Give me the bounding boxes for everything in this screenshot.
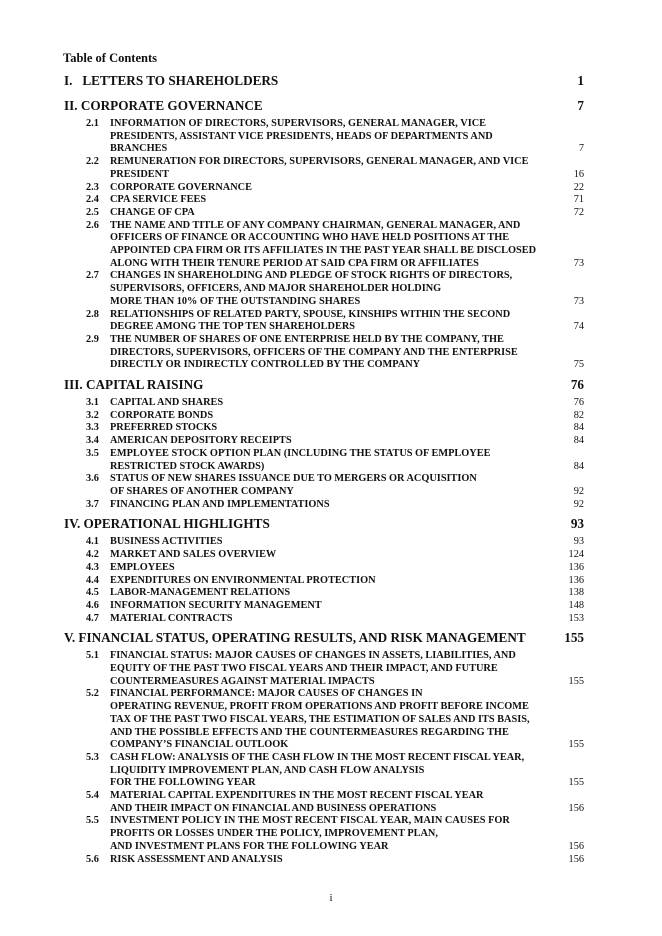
toc-entry[interactable] [64,397,584,410]
entry-title-line: AND INVESTMENT PLANS FOR THE FOLLOWING YEAR [110,840,389,852]
entry-title [110,448,548,473]
toc-entry[interactable] [64,688,584,752]
entry-title [110,309,548,334]
entry-page-number: 84 [573,422,584,434]
toc-entry[interactable] [64,182,584,195]
entry-number: 5.2 [86,688,99,700]
toc-entry[interactable] [64,435,584,448]
entry-title-line: SUPERVISORS, OFFICERS, AND MAJOR SHAREHOLDER HOLDING [110,283,442,295]
entry-title-line: LABOR-MANAGEMENT RELATIONS [110,587,291,599]
toc-entry[interactable] [64,156,584,181]
entry-title-line: CAPITAL AND SHARES [110,397,224,409]
entry-title-line: EMPLOYEE STOCK OPTION PLAN (INCLUDING THE STATUS OF EMPLOYEE [110,447,491,459]
entry-title-line: COUNTERMEASURES AGAINST MATERIAL IMPACTS [110,675,375,687]
entry-page-number: 72 [573,206,584,218]
entry-title-line: EXPENDITURES ON ENVIRONMENTAL PROTECTION [110,574,376,586]
entry-page-number: 74 [573,321,584,333]
entry-page-number: 138 [568,587,584,599]
entry-title [110,473,548,498]
entry-title-line: CPA SERVICE FEES [110,194,207,206]
entry-title-line: AMERICAN DEPOSITORY RECEIPTS [110,435,292,447]
entry-page-number: 148 [568,599,584,611]
toc-entry[interactable] [64,309,584,334]
entry-title-line: INVESTMENT POLICY IN THE MOST RECENT FISCAL YEAR, MAIN CAUSES FOR [110,815,510,827]
toc-entry[interactable] [64,600,584,613]
entry-title-line: FINANCIAL PERFORMANCE: MAJOR CAUSES OF CHANGES IN [110,688,423,700]
entry-number: 2.8 [86,308,99,320]
section-heading[interactable] [64,97,584,114]
entry-title-line: CHANGES IN SHAREHOLDING AND PLEDGE OF STOCK RIGHTS OF DIRECTORS, [110,270,513,282]
entry-title [110,613,548,626]
entry-title-line: OF SHARES OF ANOTHER COMPANY [110,485,294,497]
entry-number: 2.6 [86,219,99,231]
entry-number: 5.1 [86,650,99,662]
entry-page-number: 92 [573,485,584,497]
toc-section [64,97,584,376]
toc-entry[interactable] [64,549,584,562]
section-title: II. CORPORATE GOVERNANCE [64,98,263,113]
entry-number: 5.6 [86,853,99,865]
entry-title [110,422,548,435]
entry-title-line: APPOINTED CPA FIRM OR ITS AFFILIATES IN THE PAST YEAR SHALL BE DISCLOSED [110,245,537,257]
entry-title-line: STATUS OF NEW SHARES ISSUANCE DUE TO MERGERS OR ACQUISITION [110,473,477,485]
entry-title-line: EMPLOYEES [110,561,175,573]
toc-entry[interactable] [64,790,584,815]
entry-page-number: 153 [568,612,584,624]
entry-title-line: DIRECTORS, SUPERVISORS, OFFICERS OF THE COMPANY AND THE ENTERPRISE [110,346,518,358]
toc-entry[interactable] [64,220,584,271]
entry-title-line: THE NAME AND TITLE OF ANY COMPANY CHAIRMAN, GENERAL MANAGER, AND [110,219,521,231]
entry-number: 4.6 [86,599,99,611]
toc-entry[interactable] [64,410,584,423]
entry-number: 2.3 [86,181,99,193]
section-page-number: 155 [564,630,584,646]
entry-title [110,410,548,423]
entry-title [110,575,548,588]
toc-entry[interactable] [64,815,584,853]
section-page-number: 1 [577,73,584,88]
entry-page-number: 155 [568,675,584,687]
entry-title-line: ALONG WITH THEIR TENURE PERIOD AT SAID CPA FIRM OR AFFILIATES [110,257,479,269]
toc-entry[interactable] [64,650,584,688]
entry-number: 4.3 [86,561,99,573]
entry-title-line: PRESIDENTS, ASSISTANT VICE PRESIDENTS, HEADS OF DEPARTMENTS AND [110,130,493,142]
entry-title [110,207,548,220]
toc-entry[interactable] [64,448,584,473]
entry-title-line: PRESIDENT [110,168,169,180]
entry-title-line: CORPORATE BONDS [110,409,214,421]
entry-page-number: 75 [573,359,584,371]
entry-page-number: 93 [573,536,584,548]
toc-title: Table of Contents [63,51,157,65]
entry-title-line: TAX OF THE PAST TWO FISCAL YEARS, THE ESTIMATION OF SALES AND ITS BASIS, [110,713,530,725]
entry-title-line: DIRECTLY OR INDIRECTLY CONTROLLED BY THE COMPANY [110,359,421,371]
section-title: I. LETTERS TO SHAREHOLDERS [64,73,279,88]
toc-entry[interactable] [64,473,584,498]
entry-title [110,854,548,867]
entry-title-line: BRANCHES [110,143,168,155]
entry-page-number: 136 [568,574,584,586]
entry-number: 3.1 [86,397,99,409]
entry-title [110,194,548,207]
entry-number: 4.2 [86,549,99,561]
toc-entry[interactable] [64,587,584,600]
entry-title-line: OFFICERS OF FINANCE OR ACCOUNTING WHO HAVE HELD POSITIONS AT THE [110,232,510,244]
entry-title [110,118,548,156]
entry-title-line: THE NUMBER OF SHARES OF ONE ENTERPRISE HELD BY THE COMPANY, THE [110,333,504,345]
entry-title-line: MARKET AND SALES OVERVIEW [110,549,277,561]
table-of-contents [64,72,584,870]
section-heading[interactable] [64,515,584,532]
entry-title-line: BUSINESS ACTIVITIES [110,536,223,548]
entry-page-number: 155 [568,739,584,751]
entry-number: 3.6 [86,473,99,485]
entry-title [110,182,548,195]
entry-number: 3.4 [86,435,99,447]
entry-page-number: 71 [573,194,584,206]
entry-title-line: MORE THAN 10% OF THE OUTSTANDING SHARES [110,295,361,307]
entry-page-number: 156 [568,840,584,852]
entry-title-line: PROFITS OR LOSSES UNDER THE POLICY, IMPROVEMENT PLAN, [110,828,438,840]
toc-section [64,72,584,97]
entry-title-line: INFORMATION OF DIRECTORS, SUPERVISORS, GENERAL MANAGER, VICE [110,118,487,129]
section-page-number: 76 [570,377,584,393]
section-heading[interactable] [64,629,584,646]
toc-entry[interactable] [64,536,584,549]
entry-number: 2.5 [86,206,99,218]
entry-title-line: OPERATING REVENUE, PROFIT FROM OPERATIONS AND PROFIT BEFORE INCOME [110,701,529,713]
toc-entry[interactable] [64,499,584,512]
toc-entry[interactable] [64,194,584,207]
entry-number: 2.7 [86,270,99,282]
section-title: III. CAPITAL RAISING [64,377,204,393]
entry-number: 4.4 [86,574,99,586]
section-title: V. FINANCIAL STATUS, OPERATING RESULTS, AND RISK MANAGEMENT [64,630,526,646]
toc-entry[interactable] [64,575,584,588]
entry-title [110,562,548,575]
entry-title-line: FINANCIAL STATUS: MAJOR CAUSES OF CHANGES IN ASSETS, LIABILITIES, AND [110,650,516,662]
entry-page-number: 16 [573,168,584,180]
entry-page-number: 76 [573,397,584,409]
entry-title-line: EQUITY OF THE PAST TWO FISCAL YEARS AND THEIR IMPACT, AND FUTURE [110,663,498,675]
section-spacer [64,866,584,870]
entry-title-line: MATERIAL CONTRACTS [110,612,233,624]
toc-entry[interactable] [64,752,584,790]
entry-title [110,156,548,181]
toc-section [64,376,584,515]
entry-number: 4.5 [86,587,99,599]
toc-entry[interactable] [64,562,584,575]
entry-title-line: LIQUIDITY IMPROVEMENT PLAN, AND CASH FLOW ANALYSIS [110,764,425,776]
entry-number: 3.2 [86,409,99,421]
entry-number: 2.1 [86,118,99,129]
entry-title-line: RESTRICTED STOCK AWARDS) [110,460,265,472]
entry-title-line: INFORMATION SECURITY MANAGEMENT [110,599,322,611]
entry-number: 5.4 [86,790,99,802]
section-page-number: 7 [577,98,584,113]
entry-page-number: 82 [573,409,584,421]
entry-title-line: PREFERRED STOCKS [110,422,218,434]
entry-number: 4.1 [86,536,99,548]
entry-title-line: RISK ASSESSMENT AND ANALYSIS [110,853,283,865]
entry-number: 3.5 [86,447,99,459]
toc-entry[interactable] [64,118,584,156]
entry-title-line: AND THEIR IMPACT ON FINANCIAL AND BUSINESS OPERATIONS [110,802,437,814]
entry-page-number: 155 [568,777,584,789]
entry-page-number: 124 [568,549,584,561]
entry-title-line: REMUNERATION FOR DIRECTORS, SUPERVISORS, GENERAL MANAGER, AND VICE [110,156,529,168]
toc-entry[interactable] [64,270,584,308]
toc-entry[interactable] [64,207,584,220]
entry-page-number: 22 [573,181,584,193]
toc-section [64,629,584,870]
entry-page-number: 84 [573,460,584,472]
entry-number: 5.5 [86,815,99,827]
section-heading[interactable] [64,376,584,393]
entry-page-number: 92 [573,498,584,510]
entry-number: 2.9 [86,333,99,345]
entry-page-number: 156 [568,802,584,814]
entry-title-line: MATERIAL CAPITAL EXPENDITURES IN THE MOST RECENT FISCAL YEAR [110,790,484,802]
entry-title [110,587,548,600]
entry-title-line: AND THE POSSIBLE EFFECTS AND THE COUNTERMEASURES REGARDING THE [110,726,509,738]
entry-title [110,650,548,688]
entry-title-line: RELATIONSHIPS OF RELATED PARTY, SPOUSE, KINSHIPS WITHIN THE SECOND [110,308,511,320]
entry-title [110,688,548,752]
entry-page-number: 7 [578,143,584,155]
entry-title [110,815,548,853]
entry-title [110,270,548,308]
section-heading[interactable] [64,72,584,89]
section-title: IV. OPERATIONAL HIGHLIGHTS [64,516,270,532]
entry-page-number: 84 [573,435,584,447]
section-page-number: 93 [570,516,584,532]
entry-title [110,600,548,613]
toc-entry[interactable] [64,334,584,372]
entry-number: 2.4 [86,194,99,206]
entry-page-number: 136 [568,561,584,573]
entry-title-line: CASH FLOW: ANALYSIS OF THE CASH FLOW IN THE MOST RECENT FISCAL YEAR, [110,751,525,763]
entry-title-line: CORPORATE GOVERNANCE [110,181,252,193]
entry-title [110,220,548,271]
toc-section [64,515,584,629]
entry-page-number: 73 [573,295,584,307]
entry-title [110,499,548,512]
toc-entry[interactable] [64,854,584,867]
entry-title [110,435,548,448]
entry-title [110,549,548,562]
toc-entry[interactable] [64,422,584,435]
entry-title-line: COMPANY’S FINANCIAL OUTLOOK [110,739,289,751]
entry-page-number: 156 [568,853,584,865]
entry-title [110,536,548,549]
entry-number: 2.2 [86,156,99,168]
entry-title [110,790,548,815]
entry-title-line: CHANGE OF CPA [110,206,195,218]
entry-title-line: FOR THE FOLLOWING YEAR [110,777,256,789]
entry-title-line: DEGREE AMONG THE TOP TEN SHAREHOLDERS [110,321,355,333]
entry-number: 4.7 [86,612,99,624]
entry-number: 3.3 [86,422,99,434]
entry-title [110,334,548,372]
entry-page-number: 73 [573,257,584,269]
entry-number: 3.7 [86,498,99,510]
page-number: i [329,892,333,904]
entry-title [110,752,548,790]
entry-number: 5.3 [86,751,99,763]
entry-title [110,397,548,410]
toc-entry[interactable] [64,613,584,626]
entry-title-line: FINANCING PLAN AND IMPLEMENTATIONS [110,498,330,510]
